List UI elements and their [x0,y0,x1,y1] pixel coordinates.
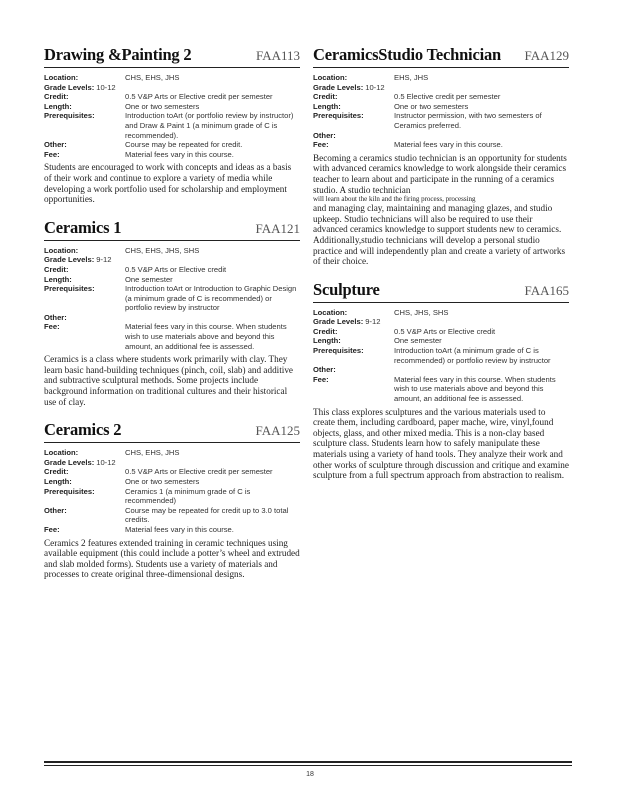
course-description [313,153,569,267]
detail-label: Length: [44,101,72,111]
detail-label: Fee: [313,374,329,384]
course-code: FAA125 [255,423,300,439]
course-title: Sculpture [313,279,380,299]
course-code: FAA121 [255,220,300,236]
detail-label: Grade Levels: [44,82,95,92]
detail-label: Location: [313,307,348,317]
detail-label: Location: [44,245,79,255]
detail-label: Credit: [44,264,69,274]
detail-label: Other: [44,505,67,515]
detail-value [394,365,569,375]
detail-label: Other: [44,312,67,322]
detail-label: Length: [44,274,72,284]
detail-label: Location: [313,73,348,82]
detail-value: 0.5 V&P Arts or Elective credit per semester [125,92,273,102]
detail-row-credit [44,467,300,477]
detail-value: Introduction toArt (or portfolio review by instructor) and Draw & Paint 1 (a minimum grade of C is recommended). [125,111,294,140]
detail-value: Introduction toArt (a minimum grade of C is recommended) or portfolio review by instructor [394,346,551,365]
left-column [44,46,300,594]
detail-label: Prerequisites: [44,111,95,121]
detail-row-length [44,102,300,112]
detail-value: 9-12 [96,255,112,265]
detail-value: CHS, EHS, JHS, SHS [125,245,200,255]
detail-row-location [313,73,569,83]
course-header [313,281,569,303]
detail-value: CHS, EHS, JHS [125,448,180,458]
detail-row-prerequisites [44,487,300,506]
detail-label: Grade Levels: [313,82,364,92]
course-description: This class explores sculptures and the various materials used to create them, including cardboard, paper mache, wire, vinyl,found objects, glass, and other mixed media. This is a non-clay based sculpture class. Students learn how to safely manipulate these materials using a variety of hand tools. They analyze their work and other works of sculpture through discussion and critique and examine sculpture from a full spectrum approach from abstraction to realism. [313,406,569,481]
detail-value: One semester [125,274,173,284]
detail-row-location [44,73,300,83]
detail-row-fee [44,525,300,535]
right-column [313,46,569,495]
detail-label: Other: [313,130,336,140]
detail-label: Fee: [313,140,329,150]
course-code: FAA129 [524,48,569,63]
detail-label: Length: [44,477,72,486]
detail-label: Length: [313,101,341,111]
detail-row-location [44,246,300,256]
detail-row-credit [44,265,300,275]
course-description: Ceramics 2 features extended training in ceramic techniques using available equipment (this could include a potter’s wheel and extruded and slab molded forms). Students use a variety of materials and processes to create original three-dimensional designs. [44,537,300,580]
detail-row-credit [313,92,569,102]
detail-value: One or two semesters [125,477,200,486]
detail-row-prerequisites [44,111,300,140]
detail-row-grade-levels [44,255,300,265]
detail-value: Ceramics 1 (a minimum grade of C is recommended) [125,486,251,506]
course-details [44,448,300,534]
detail-row-credit [313,327,569,337]
detail-value: Material fees vary in this course. [394,140,503,150]
detail-row-length [313,102,569,112]
detail-row-grade-levels [313,83,569,93]
detail-value: One or two semesters [125,101,200,111]
detail-value: Material fees vary in this course. [125,524,234,534]
detail-label: Credit: [313,92,338,102]
footer-rule-thin [44,765,572,766]
detail-label: Grade Levels: [44,457,95,467]
detail-label: Credit: [44,92,69,102]
detail-row-other [44,140,300,150]
detail-label: Fee: [44,524,60,534]
detail-value: 9-12 [365,317,381,327]
detail-row-location [313,308,569,318]
course-details [313,308,569,404]
detail-value: Course may be repeated for credit up to 3.0 total credits. [125,505,289,525]
detail-value: EHS, JHS [394,73,429,82]
detail-row-location [44,448,300,458]
detail-label: Credit: [313,326,338,336]
detail-row-credit [44,92,300,102]
description-part: and managing clay, maintaining and managing glazes, and studio upkeep. Studio technicians will also be required to use their advanced ceramics knowledge to support students new to ceramics. Additionally,studio technicians will develop a personal studio practice and will independently plan and create a variety of artworks of their choice. [313,203,566,267]
course-details [44,73,300,159]
detail-label: Other: [313,365,336,375]
detail-label: Prerequisites: [44,284,95,294]
detail-value: One or two semesters [394,101,469,111]
detail-value [125,313,300,323]
course-details [44,246,300,352]
description-small-line: will learn about the kiln and the firing process, processing [313,195,476,204]
course-code: FAA165 [524,282,569,298]
detail-value: CHS, JHS, SHS [394,307,449,317]
course-header [44,46,300,68]
course-description: Students are encouraged to work with concepts and ideas as a basis of their work and continue to explore a variety of media while developing a work portfolio used for scholarship and employment opportunities. [44,162,292,205]
detail-value: 10-12 [96,457,116,467]
detail-row-fee [44,322,300,351]
detail-value: 0.5 V&P Arts or Elective credit per semester [125,467,273,477]
course-header [44,219,300,241]
course-faa125 [44,421,300,580]
detail-row-fee [313,140,569,150]
detail-label: Prerequisites: [313,111,364,121]
detail-row-other [44,313,300,323]
detail-row-prerequisites [313,346,569,365]
detail-value: 0.5 V&P Arts or Elective credit [394,326,496,336]
detail-label: Length: [313,336,341,346]
course-description: Ceramics is a class where students work primarily with clay. They learn basic hand-building techniques (pinch, coil, slab) and additive and subtractive sculptural methods. Some projects include background information on traditional cultures and their historical use of clay. [44,354,294,407]
detail-label: Prerequisites: [313,346,364,356]
detail-value [394,131,569,141]
course-faa165 [313,281,569,481]
detail-row-fee [313,375,569,404]
detail-label: Grade Levels: [313,317,364,327]
detail-value: One semester [394,336,442,346]
detail-row-prerequisites [44,284,300,313]
detail-value: 10-12 [365,82,385,92]
detail-value: 0.5 Elective credit per semester [394,92,501,102]
detail-row-grade-levels [44,83,300,93]
detail-value: 10-12 [96,82,116,92]
detail-label: Location: [44,448,79,458]
detail-value: Material fees vary in this course. When students wish to use materials above and beyond this amount, an additional fee is assessed. [125,322,287,351]
detail-row-grade-levels [313,317,569,327]
detail-value: Material fees vary in this course. When students wish to use materials above and beyond this amount, an additional fee is assessed. [394,374,556,404]
detail-label: Credit: [44,467,69,477]
course-title: Ceramics 1 [44,217,122,237]
detail-value: 0.5 V&P Arts or Elective credit [125,264,227,274]
page-number: 18 [306,771,314,778]
detail-label: Grade Levels: [44,255,95,265]
detail-row-length [313,336,569,346]
detail-label: Fee: [44,149,60,159]
detail-row-length [44,275,300,285]
course-title: CeramicsStudio Technician [313,45,501,64]
detail-row-prerequisites [313,111,569,130]
course-title: Drawing &Painting 2 [44,45,192,64]
detail-value: Introduction toArt or Introduction to Graphic Design (a minimum grade of C is recommended) or portfolio review by instructor [125,284,297,313]
detail-value: CHS, EHS, JHS [125,73,180,82]
detail-label: Location: [44,73,79,82]
course-faa129 [313,46,569,267]
detail-row-grade-levels [44,458,300,468]
detail-label: Fee: [44,322,60,332]
course-header [313,46,569,68]
course-header [44,421,300,443]
detail-row-other [44,506,300,525]
course-faa121 [44,219,300,408]
detail-label: Other: [44,140,67,150]
detail-value: Course may be repeated for credit. [125,140,243,150]
detail-label: Prerequisites: [44,486,95,496]
detail-row-length [44,477,300,487]
detail-row-other [313,365,569,375]
course-title: Ceramics 2 [44,420,122,440]
detail-row-fee [44,150,300,160]
description-part: Becoming a ceramics studio technician is an opportunity for students with advanced ceramics knowledge to work alongside their ceramics teacher to learn about and participate in the running of a ceramics studio. A studio technician [313,152,567,195]
detail-value: Material fees vary in this course. [125,149,234,159]
course-code: FAA113 [255,48,300,63]
detail-value: Instructor permission, with two semesters of Ceramics preferred. [394,111,542,130]
course-details [313,73,569,150]
detail-row-other [313,131,569,141]
footer-rule [44,761,572,763]
course-faa113 [44,46,300,205]
